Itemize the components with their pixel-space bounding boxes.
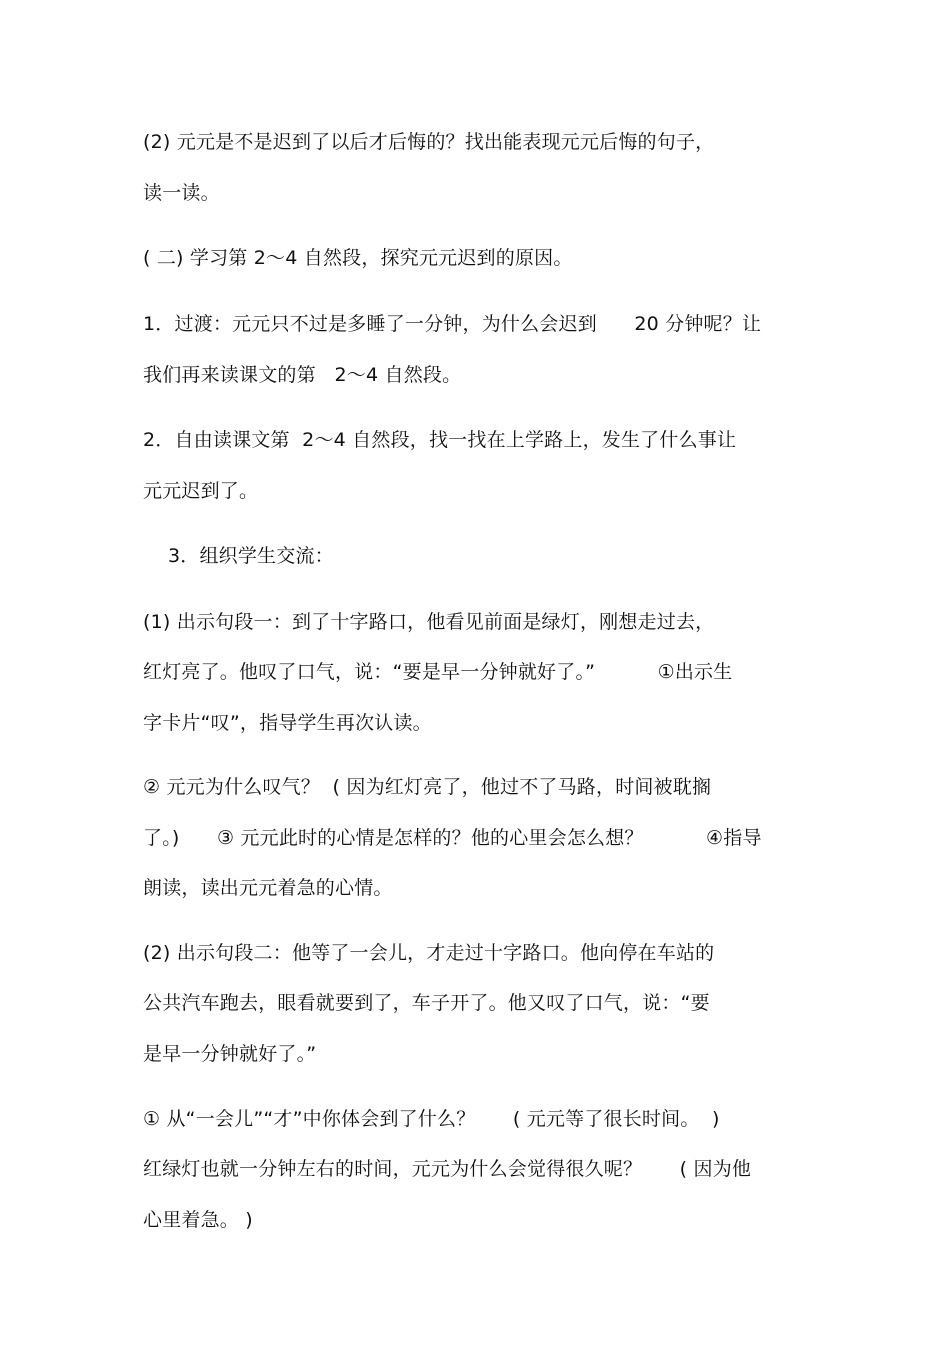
text-line: (2) 元元是不是迟到了以后才后悔的？找出能表现元元后悔的句子， <box>143 131 715 153</box>
text-line: 读一读。 <box>143 182 220 204</box>
text-line: 我们再来读课文的第 2～4 自然段。 <box>143 364 462 386</box>
text-line: 朗读，读出元元着急的心情。 <box>143 877 393 899</box>
text-line: 红灯亮了。他叹了口气，说：“要是早一分钟就好了。” ①出示生 <box>143 661 733 683</box>
text-line: (2) 出示句段二：他等了一会儿，才走过十字路口。他向停在车站的 <box>143 942 715 964</box>
text-line: (1) 出示句段一：到了十字路口，他看见前面是绿灯，刚想走过去， <box>143 611 715 633</box>
text-line: 公共汽车跑去，眼看就要到了，车子开了。他又叹了口气，说：“要 <box>143 992 710 1014</box>
text-line: ② 元元为什么叹气？ ( 因为红灯亮了，他过不了马路，时间被耽搁 <box>143 776 712 798</box>
text-line: 了。) ③ 元元此时的心情是怎样的？他的心里会怎么想？ ④指导 <box>143 827 762 849</box>
text-line: 2．自由读课文第 2～4 自然段，找一找在上学路上，发生了什么事让 <box>143 429 737 451</box>
text-line: ① 从“一会儿”“才”中你体会到了什么？ ( 元元等了很长时间。 ) <box>143 1108 720 1130</box>
text-line: 1．过渡：元元只不过是多睡了一分钟，为什么会迟到 20 分钟呢？让 <box>143 313 762 335</box>
text-line: 是早一分钟就好了。” <box>143 1043 317 1065</box>
text-line: 字卡片“叹”，指导学生再次认读。 <box>143 712 432 734</box>
text-line: 元元迟到了。 <box>143 480 259 502</box>
text-line: 红绿灯也就一分钟左右的时间，元元为什么会觉得很久呢？ ( 因为他 <box>143 1158 752 1180</box>
text-line: 3．组织学生交流： <box>143 545 334 567</box>
text-line: 心里着急。 ) <box>143 1209 253 1231</box>
text-line: ( 二) 学习第 2～4 自然段，探究元元迟到的原因。 <box>143 247 573 269</box>
